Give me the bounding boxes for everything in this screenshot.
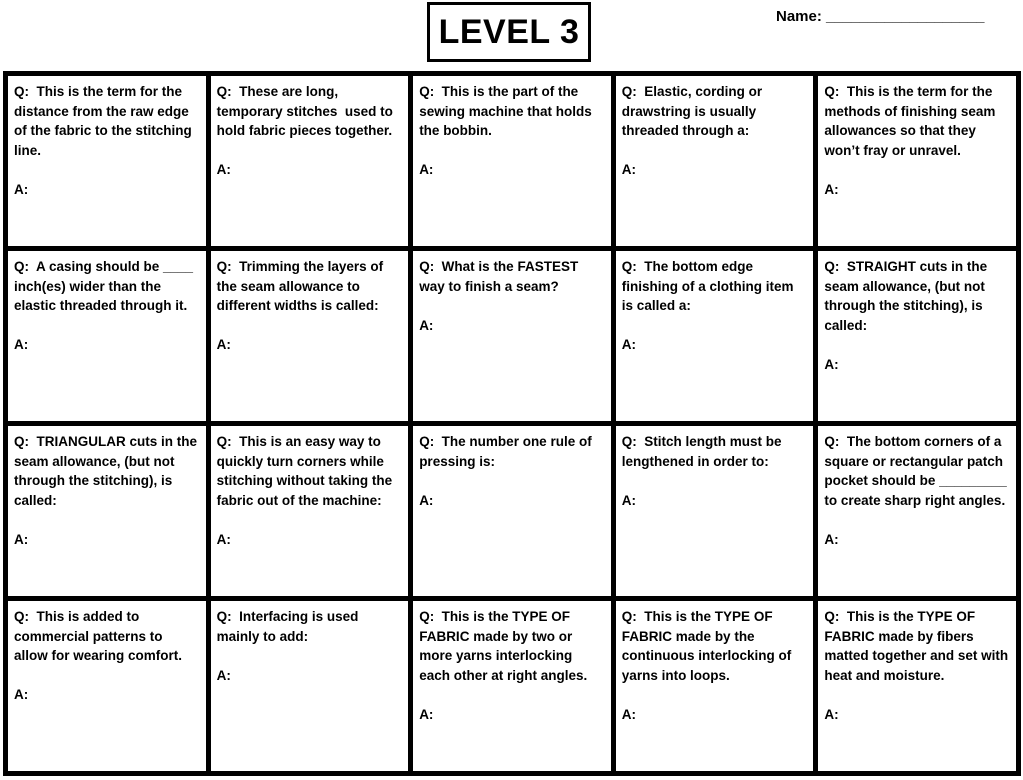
question-cell-r1c5 [818, 76, 1016, 246]
question-cell-r3c3 [413, 426, 611, 596]
answer-label: A: [216, 337, 231, 352]
question-text: Q: This is the part of the sewing machine that holds the bobbin. [419, 84, 596, 138]
question-text: Q: This is the TYPE OF FABRIC made by fibers matted together and set with heat and moisture. [824, 609, 1012, 683]
question-cell-r1c2 [211, 76, 409, 246]
question-cell-r3c4 [616, 426, 814, 596]
answer-label: A: [419, 706, 434, 722]
question-cell-r2c5 [818, 251, 1016, 421]
answer-label: A: [824, 356, 839, 372]
question-text: Q: These are long, temporary stitches used to hold fabric pieces together. [216, 84, 397, 138]
question-text: Q: The bottom edge finishing of a clothing item is called a: [621, 259, 798, 313]
question-cell-r2c2 [211, 251, 409, 421]
question-cell-r1c1 [8, 76, 206, 246]
question-cell-r3c2 [211, 426, 409, 596]
answer-label: A: [621, 162, 637, 177]
question-text: Q: TRIANGULAR cuts in the seam allowance, (but not through the stitching), is called: [14, 434, 201, 508]
question-cell-r2c4 [616, 251, 814, 421]
question-text: Q: What is the FASTEST way to finish a seam? [419, 259, 582, 294]
page-title: LEVEL 3 [438, 12, 580, 51]
answer-label: A: [419, 492, 434, 508]
question-cell-r4c5 [818, 601, 1016, 771]
answer-label: A: [14, 181, 29, 197]
answer-label: A: [419, 317, 434, 333]
answer-label: A: [621, 337, 637, 352]
answer-label: A: [216, 667, 231, 683]
answer-label: A: [14, 531, 29, 547]
answer-label: A: [216, 531, 231, 547]
question-cell-r4c1 [8, 601, 206, 771]
question-text: Q: This is the TYPE OF FABRIC made by the continuous interlocking of yarns into loops. [621, 609, 796, 683]
question-text: Q: This is the term for the distance from the raw edge of the fabric to the stitching line. [14, 84, 196, 158]
question-cell-r2c3 [413, 251, 611, 421]
question-text: Q: STRAIGHT cuts in the seam allowance, (but not through the stitching), is called: [824, 259, 991, 333]
question-text: Q: Interfacing is used mainly to add: [216, 609, 363, 644]
question-text: Q: This is an easy way to quickly turn corners while stitching without taking the fabric out of the machine: [216, 434, 396, 508]
answer-label: A: [824, 531, 839, 547]
question-cell-r4c4 [616, 601, 814, 771]
question-cell-r3c5 [818, 426, 1016, 596]
answer-label: A: [419, 162, 434, 177]
question-text: Q: This is the term for the methods of finishing seam allowances so that they won’t fray or unravel. [824, 84, 1000, 158]
question-cell-r3c1 [8, 426, 206, 596]
question-cell-r1c4 [616, 76, 814, 246]
question-text: Q: A casing should be ____ inch(es) wider than the elastic threaded through it. [14, 259, 197, 313]
answer-label: A: [824, 181, 839, 197]
question-text: Q: The bottom corners of a square or rectangular patch pocket should be _________ to create sharp right angles. [824, 434, 1011, 508]
question-text: Q: This is added to commercial patterns to allow for wearing comfort. [14, 609, 183, 663]
question-text: Q: Trimming the layers of the seam allowance to different widths is called: [216, 259, 387, 313]
level-title-box [427, 2, 591, 62]
answer-label: A: [216, 162, 231, 177]
answer-label: A: [621, 706, 637, 722]
question-text: Q: Stitch length must be lengthened in order to: [621, 434, 786, 469]
question-text: Q: The number one rule of pressing is: [419, 434, 596, 469]
answer-label: A: [824, 706, 839, 722]
question-cell-r4c2 [211, 601, 409, 771]
answer-label: A: [14, 337, 29, 352]
question-text: Q: Elastic, cording or drawstring is usually threaded through a: [621, 84, 766, 138]
question-grid [3, 71, 1021, 776]
question-text: Q: This is the TYPE OF FABRIC made by two or more yarns interlocking each other at right angles. [419, 609, 588, 683]
question-cell-r4c3 [413, 601, 611, 771]
question-cell-r1c3 [413, 76, 611, 246]
name-field-label: Name: ___________________ [776, 8, 985, 25]
answer-label: A: [14, 687, 29, 702]
question-cell-r2c1 [8, 251, 206, 421]
answer-label: A: [621, 492, 637, 508]
